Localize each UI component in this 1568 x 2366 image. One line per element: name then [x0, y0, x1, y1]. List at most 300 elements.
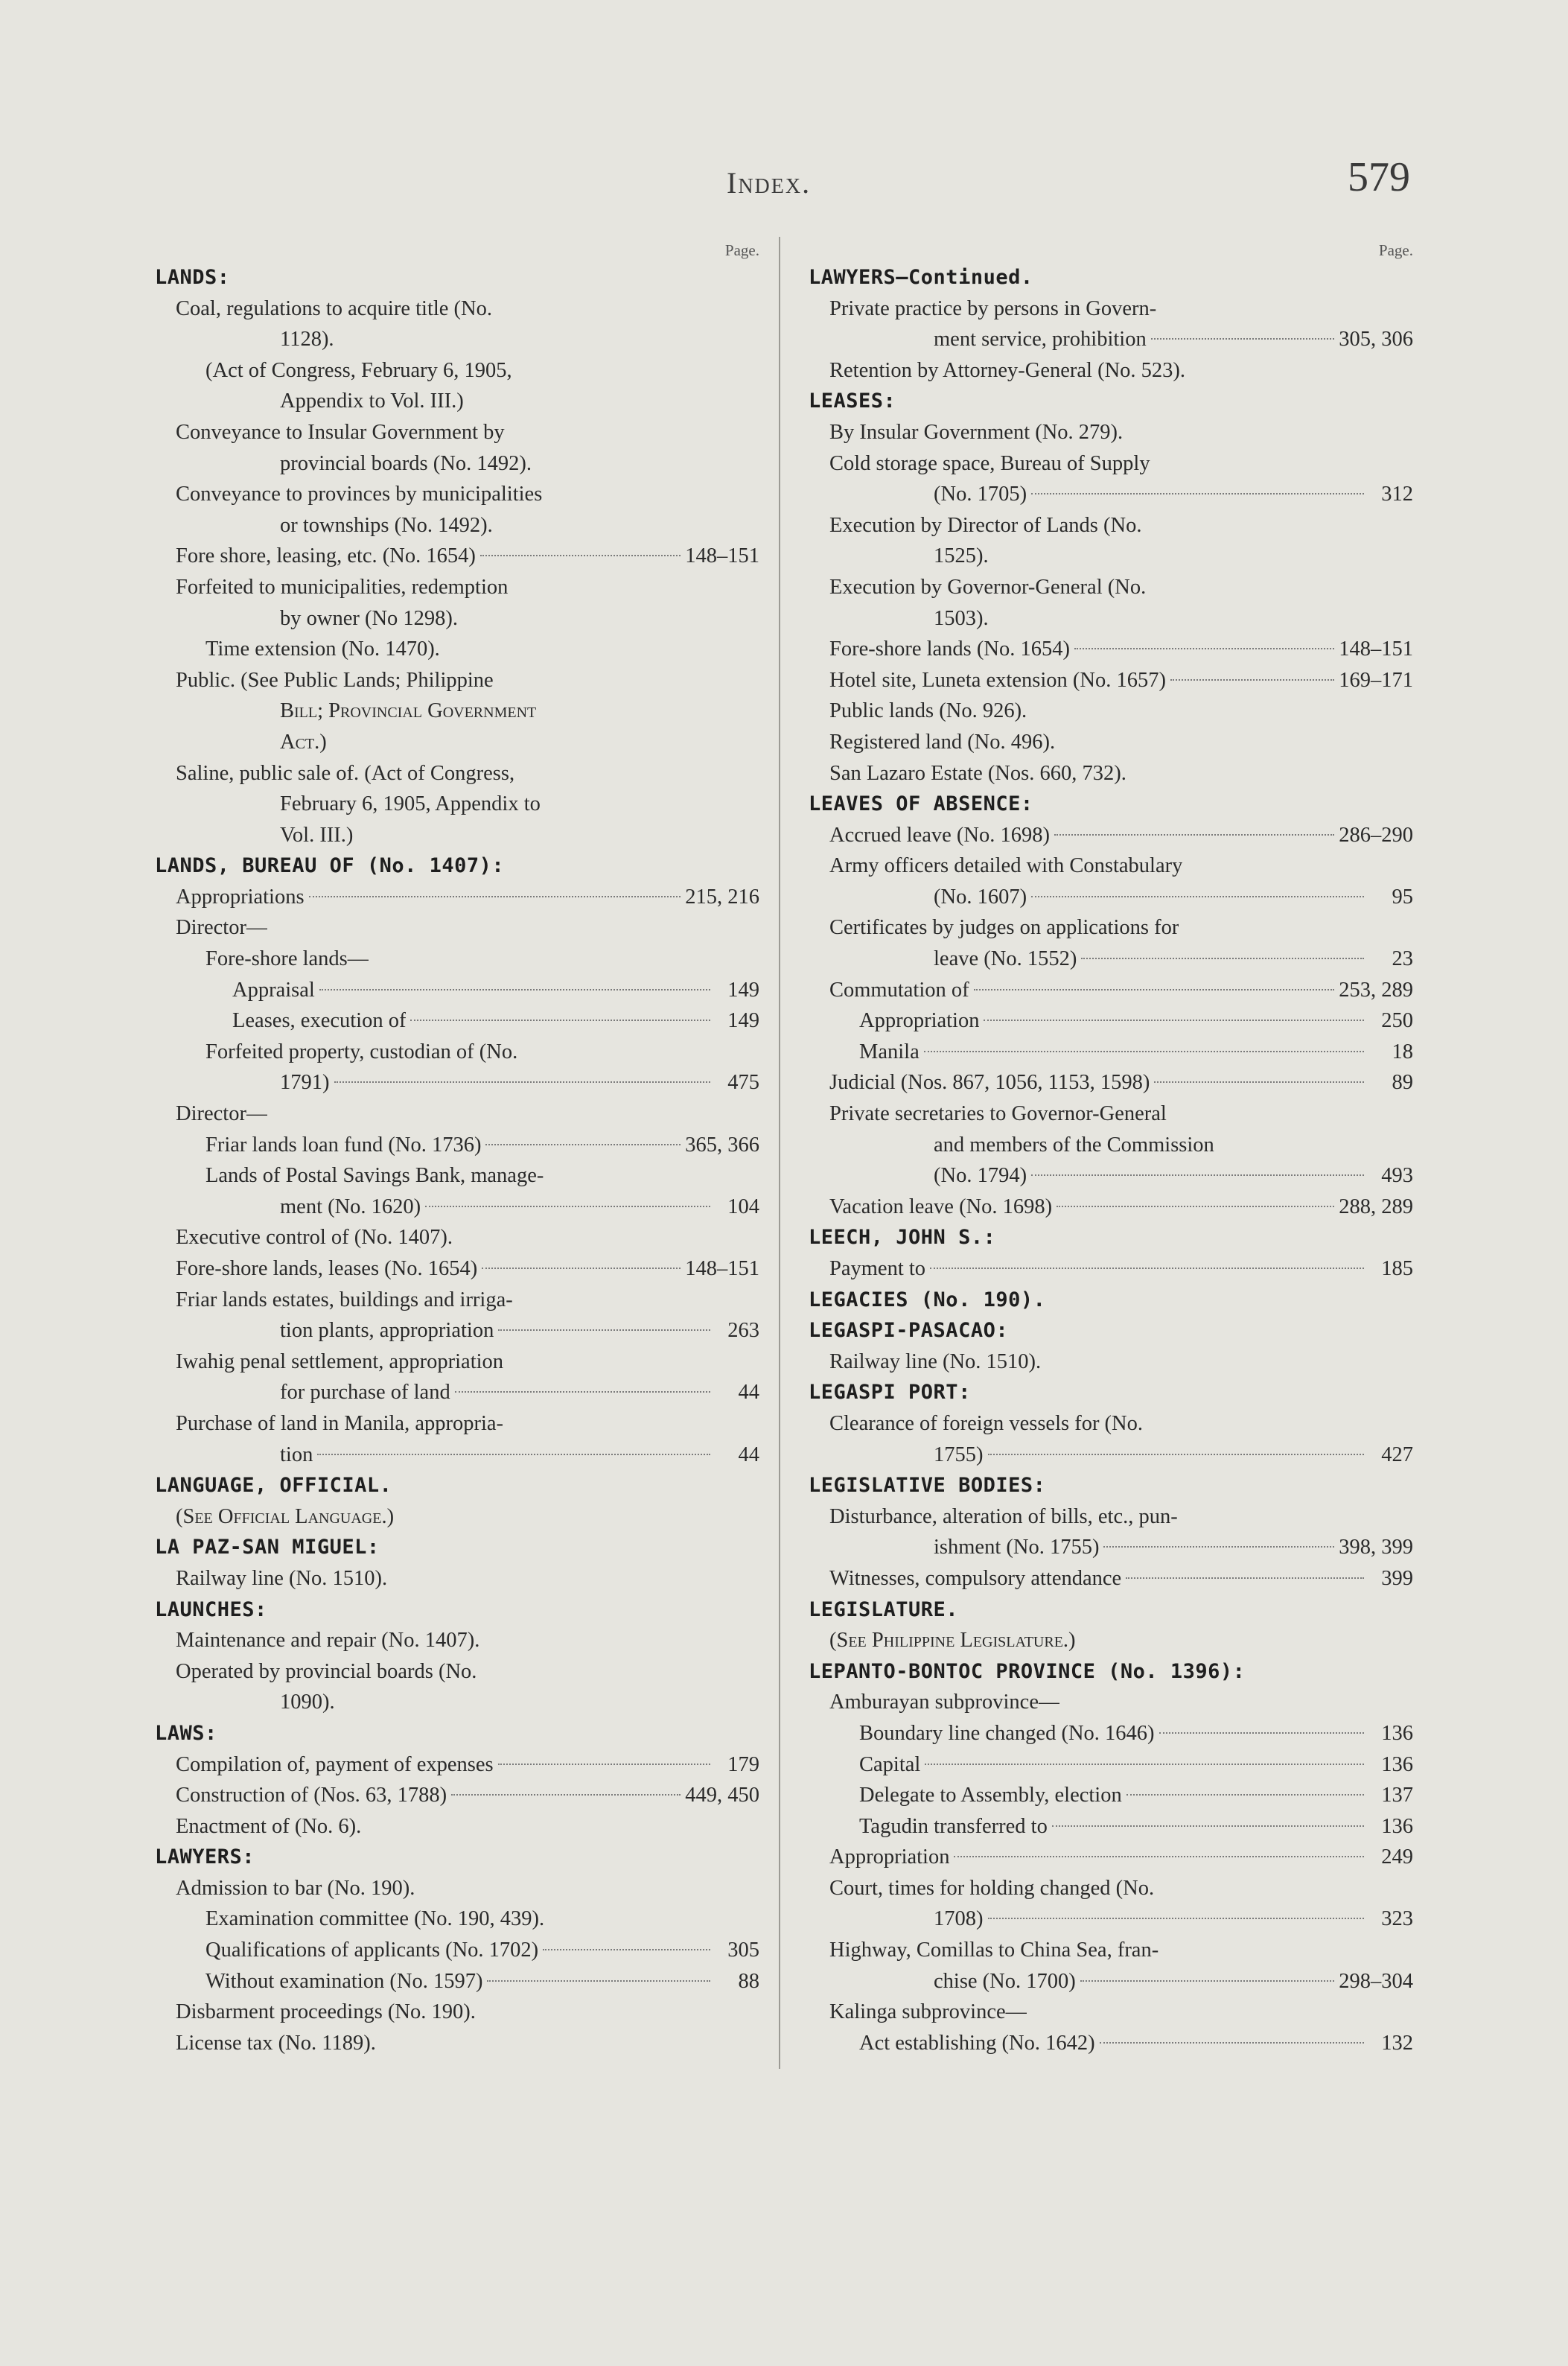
leader-dots	[988, 1454, 1365, 1455]
index-heading	[155, 262, 759, 293]
entry-text: Leases, execution of	[232, 1009, 407, 1033]
index-entry	[809, 1192, 1413, 1223]
index-entry	[155, 912, 759, 944]
entry-text: 1525).	[934, 544, 989, 568]
index-entry	[155, 479, 759, 510]
index-entry	[809, 1780, 1413, 1811]
index-entry	[155, 1997, 759, 2028]
entry-text: LAWS:	[155, 1721, 217, 1745]
entry-text: License tax (No. 1189).	[176, 2031, 376, 2055]
entry-text: Witnesses, compulsory attendance	[829, 1566, 1122, 1590]
leader-dots	[1154, 1081, 1364, 1083]
entry-text: Appropriations	[176, 885, 305, 909]
entry-text: Delegate to Assembly, election	[859, 1784, 1122, 1807]
entry-page-ref: 148–151	[1339, 637, 1413, 661]
index-entry	[809, 417, 1413, 448]
index-entry	[155, 1098, 759, 1130]
index-entries-right	[809, 262, 1413, 2058]
index-entry	[155, 541, 759, 572]
entry-page-ref: 288, 289	[1339, 1195, 1413, 1218]
index-entry	[155, 1253, 759, 1285]
leader-dots	[1126, 1577, 1364, 1579]
index-entries-left	[155, 262, 759, 2058]
entry-page-ref: 95	[1392, 885, 1413, 909]
index-entry	[809, 1037, 1413, 1068]
entry-page-ref: 136	[1381, 1752, 1413, 1776]
leader-dots	[1052, 1825, 1364, 1827]
entry-text: LANGUAGE, OFFICIAL.	[155, 1474, 392, 1498]
entry-text: Appropriation	[859, 1009, 980, 1033]
entry-text: Cold storage space, Bureau of Supply	[829, 451, 1150, 475]
index-entry	[809, 1532, 1413, 1563]
index-entry	[809, 1997, 1413, 2028]
index-entry	[809, 1160, 1413, 1192]
index-entry	[809, 912, 1413, 944]
index-entry	[155, 1067, 759, 1098]
entry-page-ref: 132	[1381, 2031, 1413, 2055]
entry-page-ref: 365, 366	[685, 1133, 759, 1157]
entry-text: by owner (No 1298).	[280, 606, 459, 630]
entry-text: LEECH, JOHN S.:	[809, 1226, 996, 1250]
leader-dots	[410, 1020, 710, 1021]
entry-page-ref: 286–290	[1339, 823, 1413, 847]
leader-dots	[543, 1949, 710, 1950]
leader-dots	[1151, 338, 1335, 340]
index-column-right	[809, 238, 1413, 2058]
entry-text: Enactment of (No. 6).	[176, 1814, 362, 1838]
leader-dots	[1081, 958, 1364, 959]
index-heading	[809, 1377, 1413, 1408]
entry-page-ref: 323	[1381, 1907, 1413, 1931]
entry-page-ref: 89	[1392, 1071, 1413, 1095]
entry-text: Executive control of (No. 1407).	[176, 1226, 453, 1250]
leader-dots	[425, 1206, 710, 1207]
index-entry	[809, 1130, 1413, 1161]
index-entry	[809, 1749, 1413, 1781]
leader-dots	[1074, 648, 1334, 649]
index-entry	[155, 293, 759, 325]
entry-text: Public. (See Public Lands; Philippine	[176, 668, 494, 692]
entry-text: Disbarment proceedings (No. 190).	[176, 2000, 476, 2024]
index-entry	[155, 727, 759, 758]
page-column-label: Page.	[1378, 241, 1413, 259]
index-entry	[809, 1718, 1413, 1749]
entry-text: LEGISLATURE.	[809, 1597, 959, 1621]
leader-dots	[1054, 834, 1334, 836]
index-entry	[155, 572, 759, 603]
entry-text: Purchase of land in Manila, appropria-	[176, 1411, 504, 1435]
index-heading	[155, 1594, 759, 1626]
index-entry	[155, 944, 759, 975]
index-entry	[809, 634, 1413, 665]
entry-text: Maintenance and repair (No. 1407).	[176, 1629, 480, 1653]
entry-text: Tagudin transferred to	[859, 1814, 1048, 1838]
index-entry	[809, 1687, 1413, 1718]
entry-page-ref: 185	[1381, 1257, 1413, 1280]
index-entry	[155, 1935, 759, 1966]
entry-text: Accrued leave (No. 1698)	[829, 823, 1050, 847]
entry-page-ref: 250	[1381, 1009, 1413, 1033]
leader-dots	[930, 1268, 1364, 1269]
entry-page-ref: 169–171	[1339, 668, 1413, 692]
index-entry	[155, 1160, 759, 1192]
entry-text: (No. 1705)	[934, 483, 1027, 506]
entry-text: Railway line (No. 1510).	[829, 1349, 1042, 1373]
index-entry	[809, 1440, 1413, 1471]
entry-text: LAWYERS:	[155, 1845, 255, 1869]
entry-text: Execution by Governor-General (No.	[829, 575, 1147, 599]
index-entry	[155, 1130, 759, 1161]
index-entry	[809, 293, 1413, 325]
entry-text: Fore-shore lands, leases (No. 1654)	[176, 1257, 478, 1280]
entry-text: provincial boards (No. 1492).	[280, 451, 532, 475]
index-entry	[809, 572, 1413, 603]
entry-text: Friar lands estates, buildings and irriga-	[176, 1288, 513, 1311]
entry-text: Appraisal	[232, 978, 315, 1002]
index-entry	[155, 2028, 759, 2059]
index-entry	[809, 820, 1413, 851]
entry-text: Kalinga subprovince—	[829, 2000, 1027, 2024]
entry-page-ref: 104	[727, 1195, 759, 1218]
index-entry	[155, 1966, 759, 1997]
leader-dots	[480, 555, 681, 556]
entry-text: LEGASPI PORT:	[809, 1381, 971, 1405]
entry-page-ref: 475	[727, 1071, 759, 1095]
index-entry	[809, 975, 1413, 1006]
index-heading	[809, 1285, 1413, 1316]
index-entry	[155, 1440, 759, 1471]
index-heading	[809, 262, 1413, 293]
entry-text: Vol. III.)	[280, 823, 354, 847]
leader-dots	[498, 1329, 710, 1331]
leader-dots	[455, 1391, 710, 1393]
entry-text: Payment to	[829, 1257, 926, 1280]
index-heading	[155, 850, 759, 882]
entry-page-ref: 44	[738, 1443, 759, 1466]
entry-text: Operated by provincial boards (No.	[176, 1659, 477, 1683]
index-column-left	[155, 238, 759, 2058]
index-heading	[155, 1842, 759, 1873]
leader-dots	[451, 1794, 681, 1796]
leader-dots	[1103, 1546, 1334, 1548]
entry-text: LEASES:	[809, 389, 896, 413]
index-entry	[155, 1780, 759, 1811]
entry-text: Director—	[176, 1102, 268, 1126]
entry-text: Coal, regulations to acquire title (No.	[176, 296, 493, 320]
entry-page-ref: 149	[727, 978, 759, 1002]
index-heading	[809, 1656, 1413, 1688]
entry-page-ref: 137	[1381, 1784, 1413, 1807]
index-entry	[809, 1253, 1413, 1285]
leader-dots	[1057, 1206, 1334, 1207]
index-entry	[809, 1966, 1413, 1997]
entry-text: Certificates by judges on applications for	[829, 916, 1179, 940]
entry-text: for purchase of land	[280, 1381, 450, 1405]
entry-page-ref: 449, 450	[685, 1784, 759, 1807]
leader-dots	[988, 1918, 1365, 1919]
entry-text: San Lazaro Estate (Nos. 660, 732).	[829, 761, 1126, 785]
entry-text: Highway, Comillas to China Sea, fran-	[829, 1939, 1159, 1962]
entry-text: ishment (No. 1755)	[934, 1536, 1100, 1559]
entry-text: LANDS:	[155, 266, 230, 289]
entry-text: 1708)	[934, 1907, 984, 1931]
index-entry	[155, 448, 759, 480]
index-entry	[155, 1563, 759, 1594]
entry-text: Qualifications of applicants (No. 1702)	[205, 1939, 539, 1962]
entry-page-ref: 18	[1392, 1040, 1413, 1063]
entry-text: Army officers detailed with Constabulary	[829, 854, 1183, 878]
entry-text: LANDS, BUREAU OF (No. 1407):	[155, 854, 505, 878]
entry-text: Construction of (Nos. 63, 1788)	[176, 1784, 447, 1807]
leader-dots	[1100, 2042, 1364, 2044]
entry-text: 1755)	[934, 1443, 984, 1466]
index-entry	[809, 882, 1413, 913]
leader-dots	[498, 1764, 710, 1765]
index-entry	[155, 510, 759, 541]
index-entry	[155, 1315, 759, 1346]
index-entry	[809, 758, 1413, 789]
index-heading	[809, 1470, 1413, 1501]
entry-text: (See Philippine Legislature.)	[829, 1629, 1076, 1653]
entry-page-ref: 149	[727, 1009, 759, 1033]
leader-dots	[485, 1144, 681, 1145]
index-heading	[809, 1315, 1413, 1346]
index-entry	[155, 355, 759, 387]
index-entry	[809, 1811, 1413, 1842]
entry-page-ref: 305	[727, 1939, 759, 1962]
leader-dots	[954, 1856, 1364, 1857]
entry-text: leave (No. 1552)	[934, 947, 1077, 971]
entry-text: Act.)	[280, 730, 327, 754]
entry-text: chise (No. 1700)	[934, 1969, 1076, 1993]
entry-text: (Act of Congress, February 6, 1905,	[205, 358, 512, 382]
index-entry	[809, 1501, 1413, 1533]
entry-text: Appendix to Vol. III.)	[280, 389, 464, 413]
entry-text: LEGISLATIVE BODIES:	[809, 1474, 1046, 1498]
index-entry	[809, 1842, 1413, 1873]
index-entry	[155, 1749, 759, 1781]
leader-dots	[974, 989, 1335, 990]
entry-text: Forfeited to municipalities, redemption	[176, 575, 509, 599]
leader-dots	[925, 1764, 1364, 1765]
index-entry	[809, 1625, 1413, 1656]
leader-dots	[1031, 1174, 1364, 1176]
index-entry	[155, 1377, 759, 1408]
index-entry	[809, 727, 1413, 758]
entry-text: Hotel site, Luneta extension (No. 1657)	[829, 668, 1166, 692]
index-entry	[809, 1563, 1413, 1594]
entry-text: (See Official Language.)	[176, 1504, 395, 1528]
index-entry	[155, 324, 759, 355]
index-entry	[809, 1346, 1413, 1378]
entry-page-ref: 44	[738, 1381, 759, 1405]
running-title: Index.	[727, 166, 812, 200]
index-entry	[155, 386, 759, 417]
index-entry	[155, 789, 759, 820]
entry-page-ref: 312	[1381, 483, 1413, 506]
index-entry	[155, 417, 759, 448]
index-heading	[155, 1532, 759, 1563]
index-entry	[155, 1625, 759, 1656]
leader-dots	[1170, 679, 1334, 681]
entry-text: LEGASPI-PASACAO:	[809, 1319, 1009, 1343]
entry-page-ref: 399	[1381, 1566, 1413, 1590]
entry-text: (No. 1607)	[934, 885, 1027, 909]
index-entry	[155, 758, 759, 789]
leader-dots	[1126, 1794, 1364, 1796]
index-entry	[155, 1687, 759, 1718]
entry-text: Fore-shore lands—	[205, 947, 369, 971]
index-entry	[155, 1501, 759, 1533]
leader-dots	[984, 1020, 1364, 1021]
entry-text: Bill; Provincial Government	[280, 699, 537, 723]
index-entry	[809, 1098, 1413, 1130]
leader-dots	[309, 896, 681, 897]
index-entry	[809, 541, 1413, 572]
entry-text: Commutation of	[829, 978, 969, 1002]
entry-text: Examination committee (No. 190, 439).	[205, 1907, 545, 1931]
leader-dots	[924, 1051, 1364, 1052]
entry-text: or townships (No. 1492).	[280, 513, 493, 537]
leader-dots	[1080, 1980, 1335, 1982]
entry-text: 1090).	[280, 1691, 335, 1714]
entry-text: February 6, 1905, Appendix to	[280, 792, 541, 816]
leader-dots	[334, 1081, 711, 1083]
entry-text: Saline, public sale of. (Act of Congress,	[176, 761, 515, 785]
entry-page-ref: 305, 306	[1339, 328, 1413, 352]
index-entry	[155, 665, 759, 696]
index-entry	[155, 1656, 759, 1688]
entry-text: ment (No. 1620)	[280, 1195, 421, 1218]
entry-text: Private practice by persons in Govern-	[829, 296, 1157, 320]
index-entry	[155, 1222, 759, 1253]
entry-page-ref: 249	[1381, 1845, 1413, 1869]
index-entry	[809, 850, 1413, 882]
column-divider	[779, 237, 780, 2069]
entry-page-ref: 148–151	[685, 1257, 759, 1280]
leader-dots	[317, 1454, 710, 1455]
entry-text: tion	[280, 1443, 313, 1466]
entry-text: LA PAZ-SAN MIGUEL:	[155, 1536, 380, 1559]
entry-text: LAUNCHES:	[155, 1597, 267, 1621]
index-entry	[809, 1904, 1413, 1935]
index-entry	[155, 1192, 759, 1223]
index-entry	[155, 1811, 759, 1842]
entry-text: Clearance of foreign vessels for (No.	[829, 1411, 1144, 1435]
entry-text: Without examination (No. 1597)	[205, 1969, 483, 1993]
entry-page-ref: 136	[1381, 1814, 1413, 1838]
index-entry	[809, 479, 1413, 510]
index-entry	[809, 2028, 1413, 2059]
entry-page-ref: 427	[1381, 1443, 1413, 1466]
leader-dots	[1159, 1732, 1364, 1734]
entry-page-ref: 148–151	[685, 544, 759, 568]
leader-dots	[487, 1980, 710, 1982]
entry-text: Iwahig penal settlement, appropriation	[176, 1349, 504, 1373]
index-heading	[809, 386, 1413, 417]
entry-text: Time extension (No. 1470).	[205, 637, 440, 661]
index-entry	[809, 1408, 1413, 1440]
entry-text: Vacation leave (No. 1698)	[829, 1195, 1053, 1218]
index-entry	[155, 1285, 759, 1316]
index-entry	[809, 1005, 1413, 1037]
entry-text: Court, times for holding changed (No.	[829, 1876, 1155, 1900]
entry-text: Forfeited property, custodian of (No.	[205, 1040, 518, 1063]
index-entry	[155, 1408, 759, 1440]
entry-text: Execution by Director of Lands (No.	[829, 513, 1142, 537]
entry-text: Appropriation	[829, 1845, 950, 1869]
entry-page-ref: 215, 216	[685, 885, 759, 909]
index-entry	[155, 1873, 759, 1904]
entry-page-ref: 88	[738, 1969, 759, 1993]
entry-text: Lands of Postal Savings Bank, manage-	[205, 1164, 544, 1188]
index-entry	[809, 944, 1413, 975]
entry-page-ref: 398, 399	[1339, 1536, 1413, 1559]
index-entry	[155, 882, 759, 913]
entry-text: Private secretaries to Governor-General	[829, 1102, 1167, 1126]
entry-text: LEPANTO-BONTOC PROVINCE (No. 1396):	[809, 1659, 1246, 1683]
entry-page-ref: 23	[1392, 947, 1413, 971]
leader-dots	[1031, 493, 1364, 494]
entry-text: Act establishing (No. 1642)	[859, 2031, 1095, 2055]
entry-page-ref: 253, 289	[1339, 978, 1413, 1002]
entry-text: 1503).	[934, 606, 989, 630]
entry-text: Admission to bar (No. 190).	[176, 1876, 415, 1900]
index-heading	[809, 1594, 1413, 1626]
entry-text: ment service, prohibition	[934, 328, 1147, 352]
entry-text: Fore-shore lands (No. 1654)	[829, 637, 1070, 661]
leader-dots	[482, 1268, 681, 1269]
entry-text: Registered land (No. 496).	[829, 730, 1056, 754]
index-entry	[155, 1037, 759, 1068]
entry-text: Fore shore, leasing, etc. (No. 1654)	[176, 544, 476, 568]
entry-text: Capital	[859, 1752, 921, 1776]
entry-text: 1128).	[280, 328, 334, 352]
entry-text: Conveyance to provinces by municipalities	[176, 483, 543, 506]
index-entry	[155, 820, 759, 851]
index-entry	[809, 1067, 1413, 1098]
index-entry	[809, 665, 1413, 696]
index-entry	[809, 1873, 1413, 1904]
entry-text: Compilation of, payment of expenses	[176, 1752, 494, 1776]
entry-text: Disturbance, alteration of bills, etc., pun-	[829, 1504, 1178, 1528]
index-entry	[809, 1935, 1413, 1966]
index-entry	[809, 448, 1413, 480]
entry-page-ref: 179	[727, 1752, 759, 1776]
entry-text: 1791)	[280, 1071, 330, 1095]
entry-text: LEGACIES (No. 190).	[809, 1288, 1046, 1311]
leader-dots	[319, 989, 710, 990]
entry-text: Director—	[176, 916, 268, 940]
page-number: 579	[1348, 154, 1410, 200]
index-heading	[155, 1470, 759, 1501]
index-heading	[155, 1718, 759, 1749]
index-entry	[155, 1346, 759, 1378]
leader-dots	[1031, 896, 1364, 897]
entry-page-ref: 493	[1381, 1164, 1413, 1188]
page-column-label: Page.	[724, 241, 759, 259]
index-entry	[809, 603, 1413, 635]
entry-text: Manila	[859, 1040, 920, 1063]
index-heading	[809, 789, 1413, 820]
entry-text: Conveyance to Insular Government by	[176, 420, 505, 444]
index-entry	[155, 1005, 759, 1037]
index-heading	[809, 1222, 1413, 1253]
index-entry	[809, 355, 1413, 387]
entry-text: tion plants, appropriation	[280, 1319, 494, 1343]
entry-text: Amburayan subprovince—	[829, 1691, 1060, 1714]
entry-text: Public lands (No. 926).	[829, 699, 1027, 723]
